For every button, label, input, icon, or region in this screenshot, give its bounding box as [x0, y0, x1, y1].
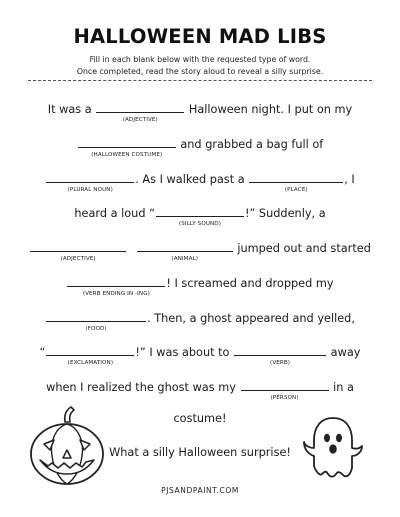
- story-text: , I: [344, 173, 355, 186]
- story-text: . Then, a ghost appeared and yelled,: [147, 312, 355, 325]
- story-line-5: [20, 239, 380, 262]
- blank-verb[interactable]: [234, 343, 326, 366]
- story-text: in a: [333, 381, 354, 394]
- story-line-6: [20, 274, 380, 297]
- footer-website: PJSANDPAINT.COM: [161, 486, 239, 495]
- instruction-line-2: Once completed, read the story aloud to reveal a silly surprise.: [76, 67, 324, 76]
- blank-silly-sound[interactable]: [156, 204, 244, 227]
- blank-hint: (PLACE): [284, 187, 308, 193]
- story-line-7: [20, 309, 380, 332]
- blank-plural-noun[interactable]: [46, 170, 134, 193]
- instruction-line-1: Fill in each blank below with the requested type of word.: [89, 55, 311, 64]
- story-text: !” Suddenly, a: [244, 207, 326, 220]
- blank-adjective-2[interactable]: [30, 239, 126, 262]
- blank-hint: (VERB): [270, 360, 291, 366]
- story-text: “: [39, 346, 46, 359]
- story-line-4: [20, 204, 380, 227]
- blank-person[interactable]: [241, 378, 329, 401]
- blank-hint: (VERB ENDING IN -ING): [82, 291, 150, 297]
- story-text: when I realized the ghost was my: [46, 381, 236, 394]
- blank-adjective-1[interactable]: [96, 100, 184, 123]
- blank-hint: (ADJECTIVE): [60, 256, 96, 262]
- blank-hint: (ANIMAL): [171, 256, 199, 262]
- story-text: heard a loud “: [74, 207, 155, 220]
- jack-o-lantern-icon: [26, 404, 108, 488]
- story-line-1: [20, 100, 380, 123]
- page-title: HALLOWEEN MAD LIBS: [73, 25, 327, 48]
- dashed-divider: [28, 80, 372, 81]
- blank-animal[interactable]: [137, 239, 233, 262]
- blank-hint: (HALLOWEEN COSTUME): [91, 152, 163, 158]
- ghost-icon: [302, 414, 364, 480]
- story-text: Halloween night. I put on my: [188, 103, 353, 116]
- blank-hint: (FOOD): [85, 326, 107, 332]
- blank-verb-ending-ing[interactable]: [67, 274, 165, 297]
- story-text: ! I screamed and dropped my: [166, 277, 334, 290]
- blank-hint: (PERSON): [270, 395, 299, 401]
- story-line-8: [20, 343, 380, 366]
- story-text: and grabbed a bag full of: [180, 138, 324, 151]
- story-ending: What a silly Halloween surprise!: [109, 446, 291, 459]
- blank-hint: (ADJECTIVE): [122, 117, 158, 123]
- story-text: It was a: [47, 103, 92, 116]
- story-text: !” I was about to: [135, 346, 230, 359]
- story-text: . As I walked past a: [135, 173, 245, 186]
- blank-halloween-costume[interactable]: [78, 135, 176, 158]
- blank-food[interactable]: [46, 309, 146, 332]
- story-text: away: [330, 346, 361, 359]
- blank-hint: (PLURAL NOUN): [67, 187, 113, 193]
- story-text: jumped out and started: [237, 242, 371, 255]
- story-text: costume!: [173, 412, 227, 425]
- blank-hint: (SILLY SOUND): [178, 221, 221, 227]
- story-line-2: [20, 135, 380, 158]
- blank-exclamation[interactable]: [46, 343, 134, 366]
- story-line-3: [20, 170, 380, 193]
- story-line-9: [20, 378, 380, 401]
- blank-hint: (EXCLAMATION): [67, 360, 114, 366]
- blank-place[interactable]: [249, 170, 343, 193]
